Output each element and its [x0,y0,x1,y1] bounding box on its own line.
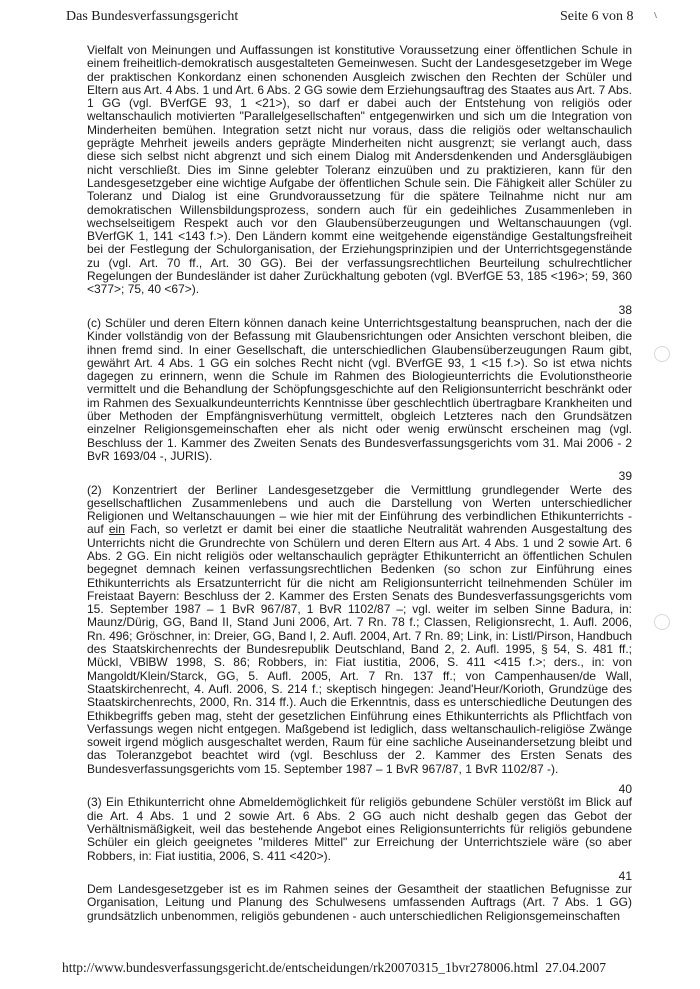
paragraph-number-39: 39 [618,469,632,484]
paragraph-39-part-1: (2) Konzentriert der Berliner Landesgesetzgeber die Vermittlung grundlegender Werte des gesellschaftlichen Zusammenlebens und auch die Darstellung von Werten unterschiedlicher Religionen und Weltanschauungen – wie hier mit der Einführung des verbindlichen Ethikunterrichts - auf [87,482,632,537]
court-header: Das Bundesverfassungsgericht [66,9,239,24]
paragraph-number-40: 40 [618,782,632,797]
paragraph-41: Dem Landesgesetzgeber ist es im Rahmen seines der Gesamtheit der staatlichen Befugnisse zur Organisation, Leitung und Planung des Schulwesens umfassenden Auftrags (Art. 7 Abs. 1 GG) grundsätzlich unbenommen, religiös gebundenen - auch unterschiedlichen Religionsgemeinschaften [87,882,632,923]
paragraph-38: (c) Schüler und deren Eltern können danach keine Unterrichtsgestaltung beanspruchen, nach der die Kinder vollständig von der Befassung mit Glaubensrichtungen oder Ansichten verschont bleiben, die ihnen fremd sind. In einer Gesellschaft, die unterschiedlichen Glaubensüberzeugungen Raum gibt, gewährt Art. 4 Abs. 1 GG ein solches Recht nicht (vgl. BVerfGE 93, 1 <15 f.>). So ist etwa nichts dagegen zu erinnern, wenn die Schule im Rahmen des Biologieunterrichts die Evolutionstheorie vermittelt und die Behandlung der Schöpfungsgeschichte auf den Religionsunterricht beschränkt oder im Rahmen des Sexualkundeunterrichts Kenntnisse über geschlechtlich übertragbare Krankheiten und über Methoden der Empfängnisverhütung vermittelt, obgleich Letzteres nach den Grundsätzen einzelner Religionsgemeinschaften eher als nicht oder wenig erwünscht erscheinen mag (vgl. Beschluss der 1. Kammer des Zweiten Senats des Bundesverfassungsgerichts vom 31. Mai 2006 - 2 BvR 1693/04 -, JURIS). [87,315,632,463]
paragraph-40: (3) Ein Ethikunterricht ohne Abmeldemöglichkeit für religiös gebundene Schüler verstößt im Blick auf die Art. 4 Abs. 1 und 2 sowie Art. 6 Abs. 2 GG auch nicht deshalb gegen das Gebot der Verhältnismäßigkeit, weil das bestehende Angebot eines Religionsunterrichts für religiös gebundene Schüler ein gleich geeignetes "milderes Mittel" zur Erreichung der Unterrichtsziele wäre (so aber Robbers, in: Fiat iustitia, 2006, S. 411 <420>). [87,795,632,863]
scan-mark [654,12,659,18]
page-footer [62,960,606,976]
paragraph-number-41: 41 [618,868,632,883]
source-url: http://www.bundesverfassungsgericht.de/entscheidungen/rk20070315_1bvr278006.html [62,960,539,975]
page-indicator: Seite 6 von 8 [560,9,634,24]
emphasis-ein: ein [108,522,125,537]
paragraph-39-part-2: Fach, so verletzt er damit bei einer die staatliche Neutralität wahrenden Ausgestaltung des Unterrichts nicht die Grundrechte von Schülern und deren Eltern aus Art. 4 Abs. 1 und 2 sowie Art. 6 Abs. 2 GG. Ein nicht religiös oder weltanschaulich geprägter Ethikunterricht an öffentlichen Schulen begegnet demnach keinen verfassungsrechtlichen Bedenken (so schon zur Einführung eines Ethikunterrichts als Ersatzunterricht für die nicht am Religionsunterricht teilnehmenden Schüler im Freistaat Bayern: Beschluss der 2. Kammer des Ersten Senats des Bundesverfassungsgerichts vom 15. September 1987 – 1 BvR 967/87, 1 BvR 1102/87 –; vgl. weiter im selben Sinne Badura, in: Maunz/Dürig, GG, Band II, Stand Juni 2006, Art. 7 Rn. 78 f.; Classen, Religionsrecht, 1. Aufl. 2006, Rn. 496; Gröschner, in: Dreier, GG, Band I, 2. Aufl. 2004, Art. 7 Rn. 89; Link, in: Listl/Pirson, Handbuch des Staatskirchenrechts der Bundesrepublik Deutschland, Band 2, 2. Aufl. 1995, § 54, S. 481 ff.; Mückl, VBlBW 1998, S. 86; Robbers, in: Fiat iustitia, 2006, S. 411 <415 f.>; ders., in: von Mangoldt/Klein/Starck, GG, 5. Aufl. 2005, Art. 7 Rn. 137 ff.; von Campenhausen/de Wall, Staatskirchenrecht, 4. Aufl. 2006, S. 214 f.; skeptisch hingegen: Jeand'Heur/Korioth, Grundzüge des Staatskirchenrechts, 2000, Rn. 314 ff.). Auch die Erkenntnis, dass es unterschiedliche Deutungen des Ethikbegriffs geben mag, steht der gesetzlichen Einführung eines Ethikunterrichts als Pflichtfach von Verfassungs wegen nicht entgegen. Maßgebend ist lediglich, dass weltanschaulich-religiöse Zwänge soweit irgend möglich ausgeschaltet werden, Raum für eine sachliche Auseinandersetzung bleibt und das Toleranzgebot beachtet wird (vgl. Beschluss der 2. Kammer des Ersten Senats des Bundesverfassungsgerichts vom 15. September 1987 – 1 BvR 967/87, 1 BvR 1102/87 -). [87,522,632,776]
document-body [87,44,632,923]
punch-hole-mark [654,346,670,362]
print-date: 27.04.2007 [545,960,606,975]
paragraph-39 [87,484,632,777]
paragraph-37-continued: Vielfalt von Meinungen und Auffassungen ist konstitutive Voraussetzung einer öffentlichen Schule in einem freiheitlich-demokratisch ausgestalteten Gemeinwesen. Sucht der Landesgesetzgeber im Wege der praktischen Konkordanz einen schonenden Ausgleich zwischen den Rechten der Schüler und Eltern aus Art. 4 Abs. 1 und Art. 6 Abs. 2 GG sowie dem Erziehungsauftrag des Staates aus Art. 7 Abs. 1 GG (vgl. BVerfGE 93, 1 <21>), so darf er dabei auch der Entstehung von religiös oder weltanschaulich motivierten "Parallelgesellschaften" entgegenwirken und sich um die Integration von Minderheiten bemühen. Integration setzt nicht nur voraus, dass die religiös oder weltanschaulich geprägte Mehrheit jeweils anders geprägte Minderheiten nicht ausgrenzt; sie verlangt auch, dass diese sich selbst nicht abgrenzt und sich einem Dialog mit Andersdenkenden und Andersgläubigen nicht verschließt. Dies im Sinne gelebter Toleranz einzuüben und zu praktizieren, kann für den Landesgesetzgeber eine wichtige Aufgabe der öffentlichen Schule sein. Die Fähigkeit aller Schüler zu Toleranz und Dialog ist eine Grundvoraussetzung für die spätere Teilnahme nicht nur am demokratischen Willensbildungsprozess, sondern auch für ein gedeihliches Zusammenleben in wechselseitigem Respekt auch vor den Glaubensüberzeugungen und Weltanschauungen (vgl. BVerfGK 1, 141 <143 f.>). Den Ländern kommt eine weitgehende eigenständige Gestaltungsfreiheit bei der Festlegung der Schulorganisation, der Erziehungsprinzipien und der Unterrichtsgegenstände zu (vgl. Art. 70 ff., Art. 30 GG). Bei der verfassungsrechtlichen Beurteilung schulrechtlicher Regelungen der Bundesländer ist daher Zurückhaltung geboten (vgl. BVerfGE 53, 185 <196>; 59, 360 <377>; 75, 40 <67>). [87,43,632,297]
punch-hole-mark [654,614,670,630]
paragraph-number-38: 38 [618,302,632,317]
